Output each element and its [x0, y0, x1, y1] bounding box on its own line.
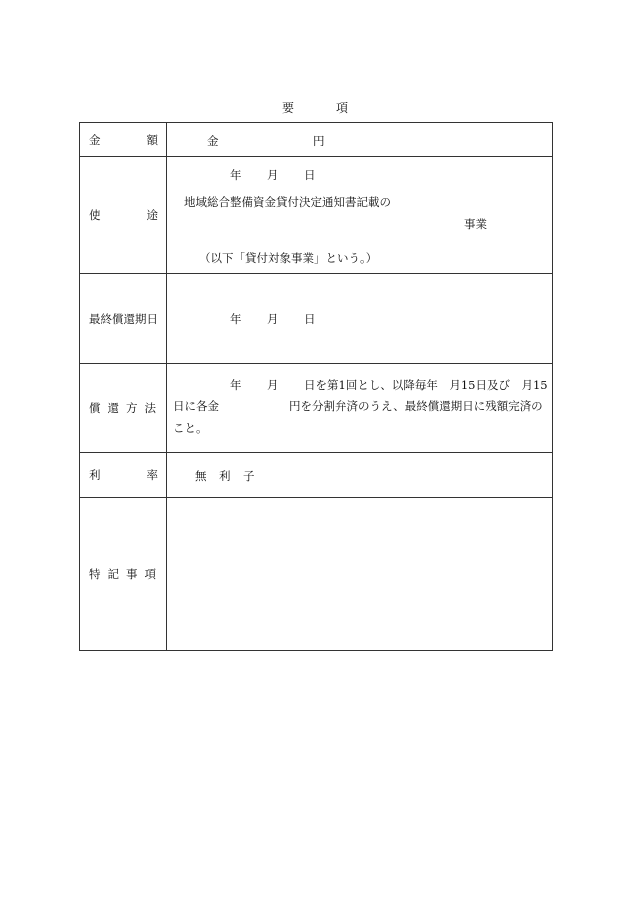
- method-label-char-4: 法: [144, 401, 156, 415]
- notes-label-char-4: 項: [144, 567, 156, 581]
- method-label-char-1: 償: [89, 401, 101, 415]
- amount-label-char-1: 金: [89, 132, 101, 147]
- row-repayment-method: [80, 364, 553, 453]
- amount-label-cell: [80, 123, 167, 157]
- amount-value-cell[interactable]: [167, 123, 553, 157]
- page-title-char-1: 要: [281, 101, 294, 115]
- use-line-3: （以下「貸付対象事業」という。）: [199, 251, 378, 265]
- rate-value-char-2: 利: [219, 469, 231, 483]
- due-label-cell: [80, 274, 167, 364]
- due-month: 月: [267, 312, 279, 326]
- use-label-char-2: 途: [146, 208, 158, 222]
- amount-unit: 円: [313, 134, 325, 148]
- use-year: 年: [230, 168, 242, 182]
- method-label-char-2: 還: [107, 401, 119, 415]
- method-label-char-3: 方: [126, 401, 138, 415]
- page-title-char-2: 項: [336, 101, 349, 115]
- rate-label-char-2: 率: [146, 468, 158, 482]
- due-day: 日: [304, 312, 316, 326]
- rate-value-cell[interactable]: [167, 453, 553, 498]
- due-label: 最終償還期日: [89, 311, 158, 326]
- row-special-notes: [80, 498, 553, 651]
- use-line-2: 事業: [464, 217, 487, 231]
- use-value-cell[interactable]: [167, 157, 553, 274]
- method-line-2-a: 日に各金: [173, 399, 219, 413]
- rate-value-char-3: 子: [243, 469, 255, 483]
- rate-label-cell: [80, 453, 167, 498]
- notes-label-char-1: 特: [89, 567, 101, 581]
- method-label-cell: [80, 364, 167, 453]
- rate-value-char-1: 無: [195, 469, 207, 483]
- page-title: [0, 99, 630, 116]
- method-month: 月: [267, 378, 279, 392]
- notes-label-char-3: 事: [126, 567, 138, 581]
- row-due-date: [80, 274, 553, 364]
- method-line-2-b: 円を分割弁済のうえ、最終償還期日に残額完済の: [289, 399, 543, 413]
- row-interest-rate: [80, 453, 553, 498]
- due-value-cell[interactable]: [167, 274, 553, 364]
- use-label-char-1: 使: [89, 208, 101, 222]
- use-label-cell: [80, 157, 167, 274]
- amount-prefix: 金: [207, 134, 219, 148]
- use-line-1: 地域総合整備資金貸付決定通知書記載の: [184, 195, 391, 209]
- use-day: 日: [304, 168, 316, 182]
- row-amount: [80, 123, 553, 157]
- method-line-1-rest: 日を第1回とし、以降毎年 月15日及び 月15: [304, 378, 548, 392]
- notes-label-char-2: 記: [107, 567, 119, 581]
- method-value-cell[interactable]: [167, 364, 553, 453]
- notes-value-cell[interactable]: [167, 498, 553, 651]
- loan-terms-table: [79, 122, 553, 651]
- use-month: 月: [267, 168, 279, 182]
- method-year: 年: [230, 378, 242, 392]
- notes-label-cell: [80, 498, 167, 651]
- due-year: 年: [230, 312, 242, 326]
- rate-label-char-1: 利: [89, 468, 101, 482]
- method-line-3: こと。: [173, 421, 208, 435]
- row-use: [80, 157, 553, 274]
- amount-label-char-2: 額: [146, 132, 158, 147]
